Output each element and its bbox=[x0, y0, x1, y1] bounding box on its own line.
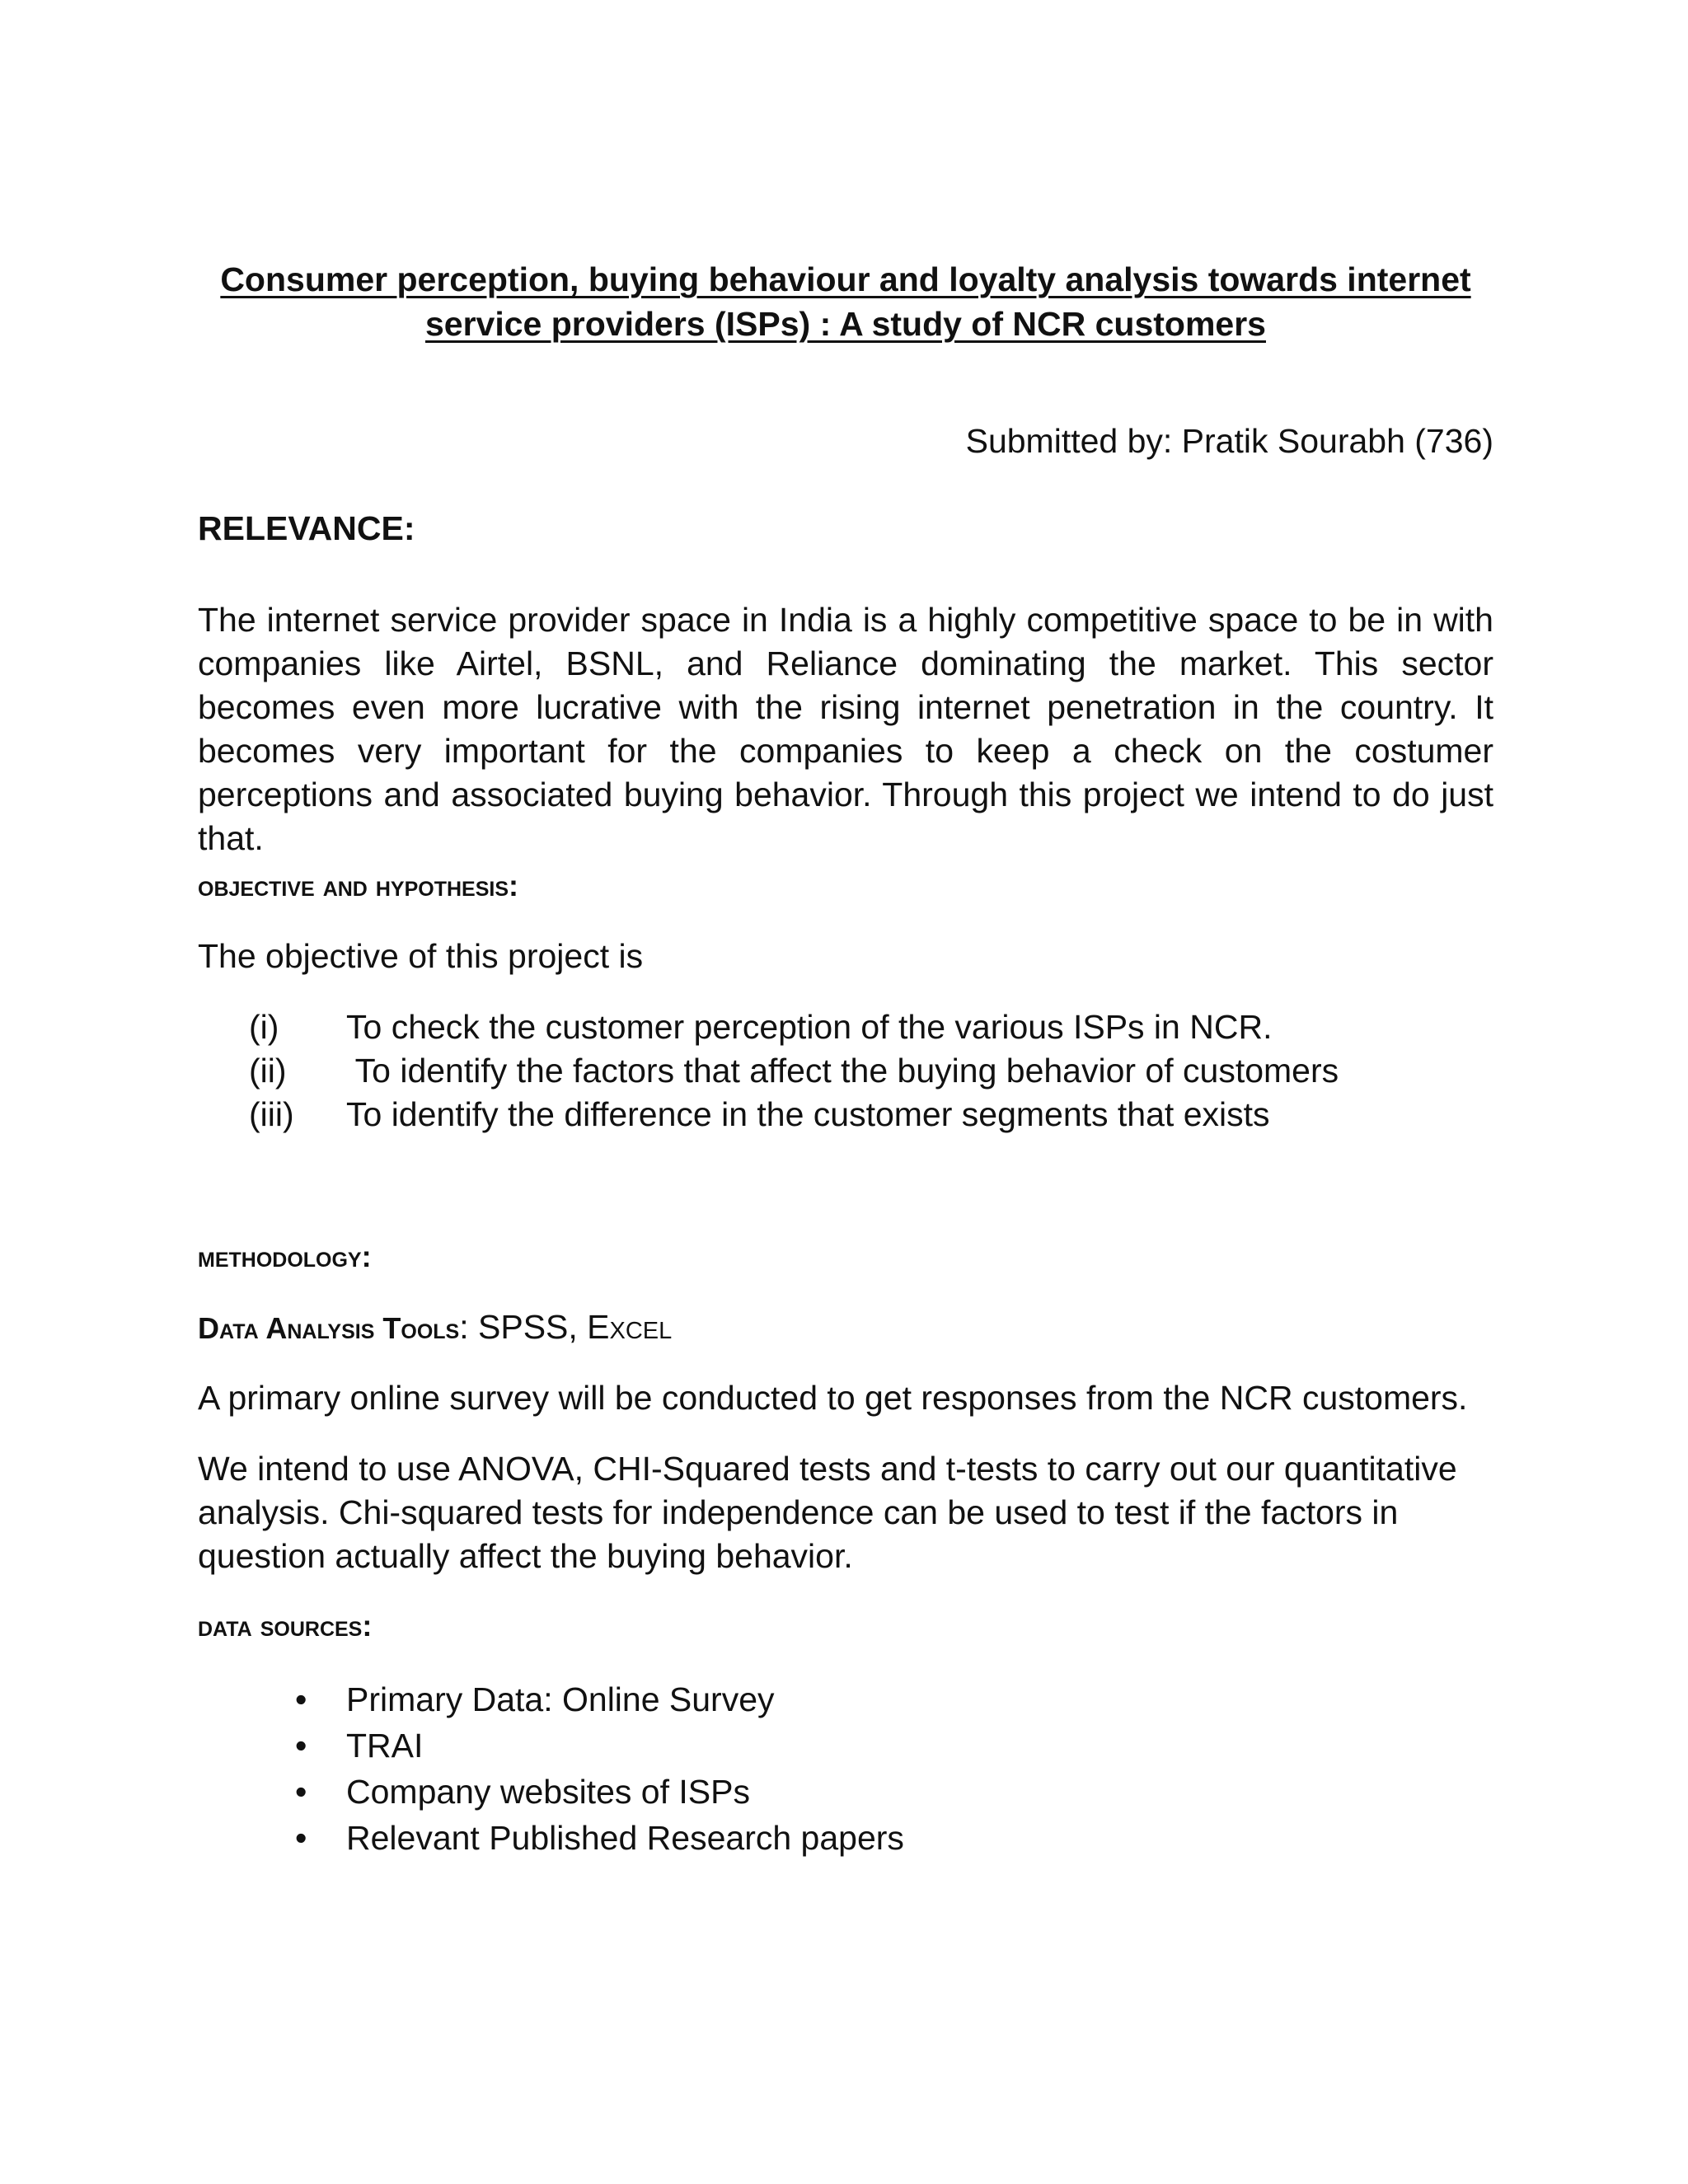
list-item-text: Relevant Published Research papers bbox=[346, 1819, 904, 1857]
tools-label: Data Analysis Tools bbox=[198, 1311, 460, 1345]
list-item bbox=[198, 1769, 1493, 1815]
tools-value-excel: Excel bbox=[587, 1308, 673, 1346]
list-item-text: To identify the factors that affect the buying behavior of customers bbox=[346, 1052, 1339, 1090]
methodology-heading: methodology: bbox=[198, 1240, 372, 1273]
list-item-text: To identify the difference in the customer segments that exists bbox=[346, 1095, 1270, 1133]
objective-heading: objective and hypothesis: bbox=[198, 869, 518, 902]
list-marker: (ii) bbox=[249, 1052, 287, 1090]
objective-intro: The objective of this project is bbox=[198, 937, 644, 975]
submitted-by: Submitted by: Pratik Sourabh (736) bbox=[965, 422, 1493, 460]
tools-value: : SPSS, bbox=[459, 1308, 588, 1346]
survey-paragraph: A primary online survey will be conducted to get responses from the NCR customers. bbox=[198, 1379, 1468, 1417]
relevance-heading: RELEVANCE: bbox=[198, 509, 415, 547]
list-marker: (i) bbox=[249, 1008, 279, 1046]
document-title bbox=[198, 257, 1493, 346]
list-item-text: Company websites of ISPs bbox=[346, 1773, 750, 1811]
bullet-icon: • bbox=[295, 1773, 307, 1811]
list-item-text: Primary Data: Online Survey bbox=[346, 1680, 775, 1718]
list-item bbox=[198, 1815, 1493, 1861]
list-marker: (iii) bbox=[249, 1095, 294, 1133]
bullet-icon: • bbox=[295, 1819, 307, 1857]
list-item bbox=[198, 1005, 1493, 1049]
list-item bbox=[198, 1676, 1493, 1722]
list-item bbox=[198, 1049, 1493, 1093]
list-item bbox=[198, 1722, 1493, 1769]
title-line-1: Consumer perception, buying behaviour and loyalty analysis towards internet bbox=[220, 260, 1471, 298]
analysis-paragraph: We intend to use ANOVA, CHI-Squared tests and t-tests to carry out our quantitative analysis. Chi-squared tests for independence can be used to test if the factors in question actually affect the buying behavior. bbox=[198, 1450, 1457, 1575]
bullet-icon: • bbox=[295, 1727, 307, 1765]
title-line-2: service providers (ISPs) : A study of NCR customers bbox=[425, 305, 1266, 343]
data-sources-list bbox=[198, 1676, 1493, 1861]
bullet-icon: • bbox=[295, 1680, 307, 1718]
relevance-paragraph: The internet service provider space in India is a highly competitive space to be in with companies like Airtel, BSNL, and Reliance dominating the market. This sector becomes even more lucrative with the rising internet penetration in the country. It becomes very important for the companies to keep a check on the costumer perceptions and associated buying behavior. Through this project we intend to do just that. bbox=[198, 601, 1493, 857]
list-item-text: TRAI bbox=[346, 1727, 424, 1765]
list-item-text: To check the customer perception of the various ISPs in NCR. bbox=[346, 1008, 1273, 1046]
list-item bbox=[198, 1093, 1493, 1137]
objective-list bbox=[198, 1005, 1493, 1137]
data-sources-heading: data sources: bbox=[198, 1609, 373, 1643]
tools-line bbox=[198, 1305, 1493, 1350]
